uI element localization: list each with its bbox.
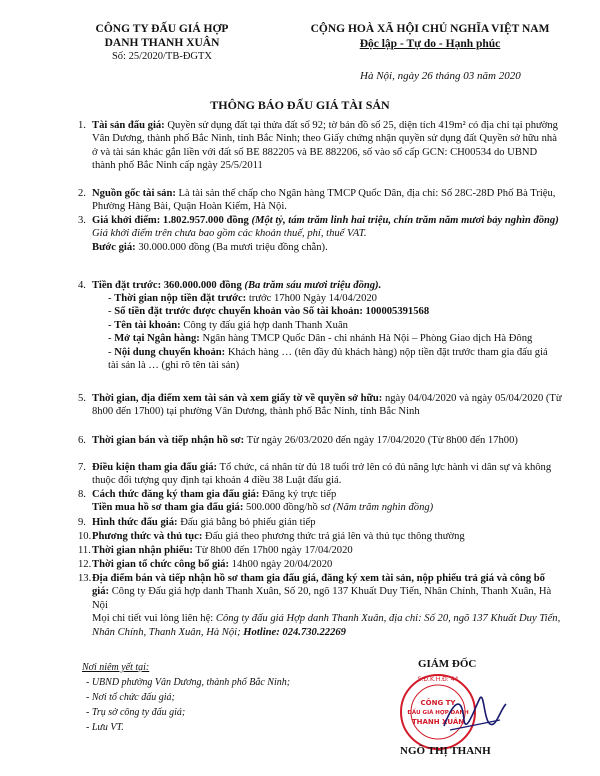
item-label: Thời gian nhận phiếu: (92, 545, 193, 556)
item-label: Tài sản đấu giá: (92, 120, 165, 131)
step-label: Bước giá: (92, 241, 136, 253)
item-text: Tổ chức, cá nhân từ đủ 18 tuổi trở lên có đủ năng lực hành vi dân sự và không thuộc đối tượng quy định tại khoản 4 điều 38 Luật đấu giá. (92, 462, 552, 487)
signer-title: GIÁM ĐỐC (418, 658, 477, 670)
hotline: Hotline: 024.730.22269 (243, 626, 346, 638)
payment-line: - Thời gian nộp tiền đặt trước: trước 17h00 Ngày 14/04/2020 (108, 293, 377, 304)
item-text: Là tài sản thế chấp cho Ngân hàng TMCP Quốc Dân, địa chỉ: Số 28C-28D Phố Bà Triệu, Phường Hàng Bài, Quận Hoàn Kiếm, Hà Nội. (92, 188, 556, 213)
item-label: Nguồn gốc tài sản: (92, 188, 176, 199)
item-location (78, 572, 562, 639)
item-text: Đăng ký trực tiếp (259, 489, 337, 500)
item-label: Giá khởi điểm: 1.802.957.000 đồng (92, 215, 249, 226)
item-label: Hình thức đấu giá: (92, 517, 178, 528)
fee-label: Tiền mua hồ sơ tham gia đấu giá: (92, 502, 244, 514)
document-date: Hà Nội, ngày 26 tháng 03 năm 2020 (360, 70, 521, 82)
item-number: 5. (78, 393, 86, 404)
item-text: ngày 04/04/2020 và ngày 05/04/2020 (Từ 8h00 đến 17h00) tại phường Vân Dương, thành phố Bắc Ninh, tỉnh Bắc Ninh (92, 393, 562, 418)
item-number: 9. (78, 517, 86, 528)
item-text: Từ ngày 26/03/2020 đến ngày 17/04/2020 (Từ 8h00 đến 17h00) (244, 435, 518, 446)
item-number: 10. (78, 531, 92, 542)
item-registration (78, 488, 562, 515)
payment-line: - Mở tại Ngân hàng: Ngân hàng TMCP Quốc Dân - chi nhánh Hà Nội – Phòng Giao dịch Hà Đông (108, 333, 533, 345)
item-text: (Một tỷ, tám trăm linh hai triệu, chín trăm năm mươi bảy nghìn đồng) (248, 215, 559, 226)
national-header (286, 22, 574, 52)
contact-prefix: Mọi chi tiết vui lòng liên hệ: (92, 613, 216, 625)
item-label: Cách thức đăng ký tham gia đấu giá: (92, 489, 260, 500)
national-motto: Độc lập - Tự do - Hạnh phúc (359, 38, 501, 50)
item-text: Công ty Đấu giá hợp danh Thanh Xuân, Số 20, ngõ 137 Khuất Duy Tiến, Nhân Chính, Thanh Xuân, Hà Nội (92, 586, 552, 611)
item-number: 4. (78, 280, 86, 291)
svg-text:ĐẤU GIÁ HỢP DANH: ĐẤU GIÁ HỢP DANH (407, 710, 469, 716)
item-label: Điều kiện tham gia đấu giá: (92, 462, 218, 473)
item-conditions (78, 461, 562, 488)
svg-text:CÔNG TY: CÔNG TY (420, 699, 456, 707)
organization-block (72, 22, 252, 64)
item-viewing (78, 392, 562, 419)
org-name-line2: DANH THANH XUÂN (104, 37, 220, 49)
payment-line: - Tên tài khoản: Công ty đấu giá hợp danh Thanh Xuân (108, 319, 348, 331)
document-number: Số: 25/2020/TB-ĐGTX (111, 51, 213, 62)
item-method (78, 530, 562, 543)
item-number: 11. (78, 545, 91, 556)
item-number: 1. (78, 120, 86, 131)
item-text: 14h00 ngày 20/04/2020 (229, 559, 333, 570)
fee-words: (Năm trăm nghìn đồng) (330, 502, 434, 514)
item-starting-price (78, 214, 562, 254)
item-label: Thời gian tổ chức công bố giá: (92, 559, 230, 570)
signer-name: NGÔ THỊ THANH (400, 745, 491, 757)
distribution-list (82, 660, 290, 735)
price-note: Giá khởi điểm trên chưa bao gồm các khoản thuế, phí, thuế VAT. (92, 228, 367, 240)
item-asset (78, 119, 562, 173)
item-label: Thời gian, địa điểm xem tài sản và xem giấy tờ về quyền sở hữu: (92, 393, 383, 404)
svg-text:S.Đ.K.H.Đ: 44: S.Đ.K.H.Đ: 44 (417, 676, 459, 683)
item-ballot-time (78, 544, 562, 557)
payment-line: - Số tiền đặt trước được chuyển khoản vào Số tài khoản: 100005391568 (108, 306, 430, 318)
item-label: Phương thức và thủ tục: (92, 531, 203, 542)
item-label: Tiền đặt trước: 360.000.000 đồng (92, 280, 242, 291)
item-text: Đấu giá bằng bỏ phiếu gián tiếp (177, 517, 316, 528)
contact-details: Công ty đấu giá Hợp danh Thanh Xuân, địa chỉ: Số 20, ngõ 137 Khuất Duy Tiến, Nhân Chính, Thanh Xuân, Hà Nội; (92, 613, 561, 638)
item-number: 12. (78, 559, 92, 570)
document-title: THÔNG BÁO ĐẤU GIÁ TÀI SẢN (210, 98, 390, 112)
item-text: (Ba trăm sáu mươi triệu đồng). (241, 280, 382, 291)
item-number: 2. (78, 188, 86, 199)
item-text: Từ 8h00 đến 17h00 ngày 17/04/2020 (192, 545, 353, 556)
item-deposit (78, 279, 562, 292)
item-origin (78, 187, 562, 214)
item-text: Quyền sử dụng đất tại thửa đất số 92; tờ bản đồ số 25, diện tích 419m² có địa chỉ tại phường Vân Dương, thành phố Bắc Ninh, tỉnh Bắc Ninh; theo Giấy chứng nhận quyền sử dụng đất Quyền sở hữu nhà ở và tài sản khác gắn liền với đất số BE 882205 và BE 882206, số vào sổ cấp GCN: CH00534 do UBND thành phố Bắc Ninh cấp ngày 25/5/2011 (92, 120, 558, 172)
item-number: 13. (78, 573, 92, 584)
item-text: Đấu giá theo phương thức trả giá lên và thủ tục thông thường (202, 531, 465, 542)
item-number: 7. (78, 462, 86, 473)
country-name: CỘNG HOÀ XÃ HỘI CHỦ NGHĨA VIỆT NAM (310, 23, 550, 35)
item-label: Thời gian bán và tiếp nhận hồ sơ: (92, 435, 245, 446)
org-name-line1: CÔNG TY ĐẤU GIÁ HỢP (95, 23, 229, 35)
distribution-item: - Trụ sở công ty đấu giá; (86, 707, 186, 718)
item-announcement (78, 558, 562, 571)
fee-text: 500.000 đồng/hồ sơ (243, 502, 331, 514)
item-number: 8. (78, 489, 86, 500)
item-form (78, 516, 562, 529)
item-label: Địa điểm bán và tiếp nhận hồ sơ tham gia đấu giá, đăng ký xem tài sản, nộp phiếu trả giá và công bố giá: (92, 573, 545, 598)
item-number: 6. (78, 435, 86, 446)
distribution-item: - Nơi tổ chức đấu giá; (86, 692, 175, 703)
item-number: 3. (78, 215, 86, 226)
payment-details (108, 292, 558, 372)
distribution-item: - Lưu VT. (86, 722, 124, 733)
handwritten-signature (440, 690, 510, 738)
distribution-item: - UBND phường Vân Dương, thành phố Bắc Ninh; (86, 677, 291, 688)
svg-text:THANH XUÂN: THANH XUÂN (411, 718, 465, 726)
payment-line: - Nội dung chuyển khoản: Khách hàng … (tên đầy đủ khách hàng) nộp tiền đặt trước tham gia đấu giá tài sản là … (ghi rõ tên tài sản) (108, 346, 548, 372)
step-text: 30.000.000 đồng (Ba mươi triệu đồng chẵn). (135, 241, 328, 253)
item-sale-time (78, 434, 562, 447)
distribution-heading: Nơi niêm yết tại: (82, 662, 150, 673)
